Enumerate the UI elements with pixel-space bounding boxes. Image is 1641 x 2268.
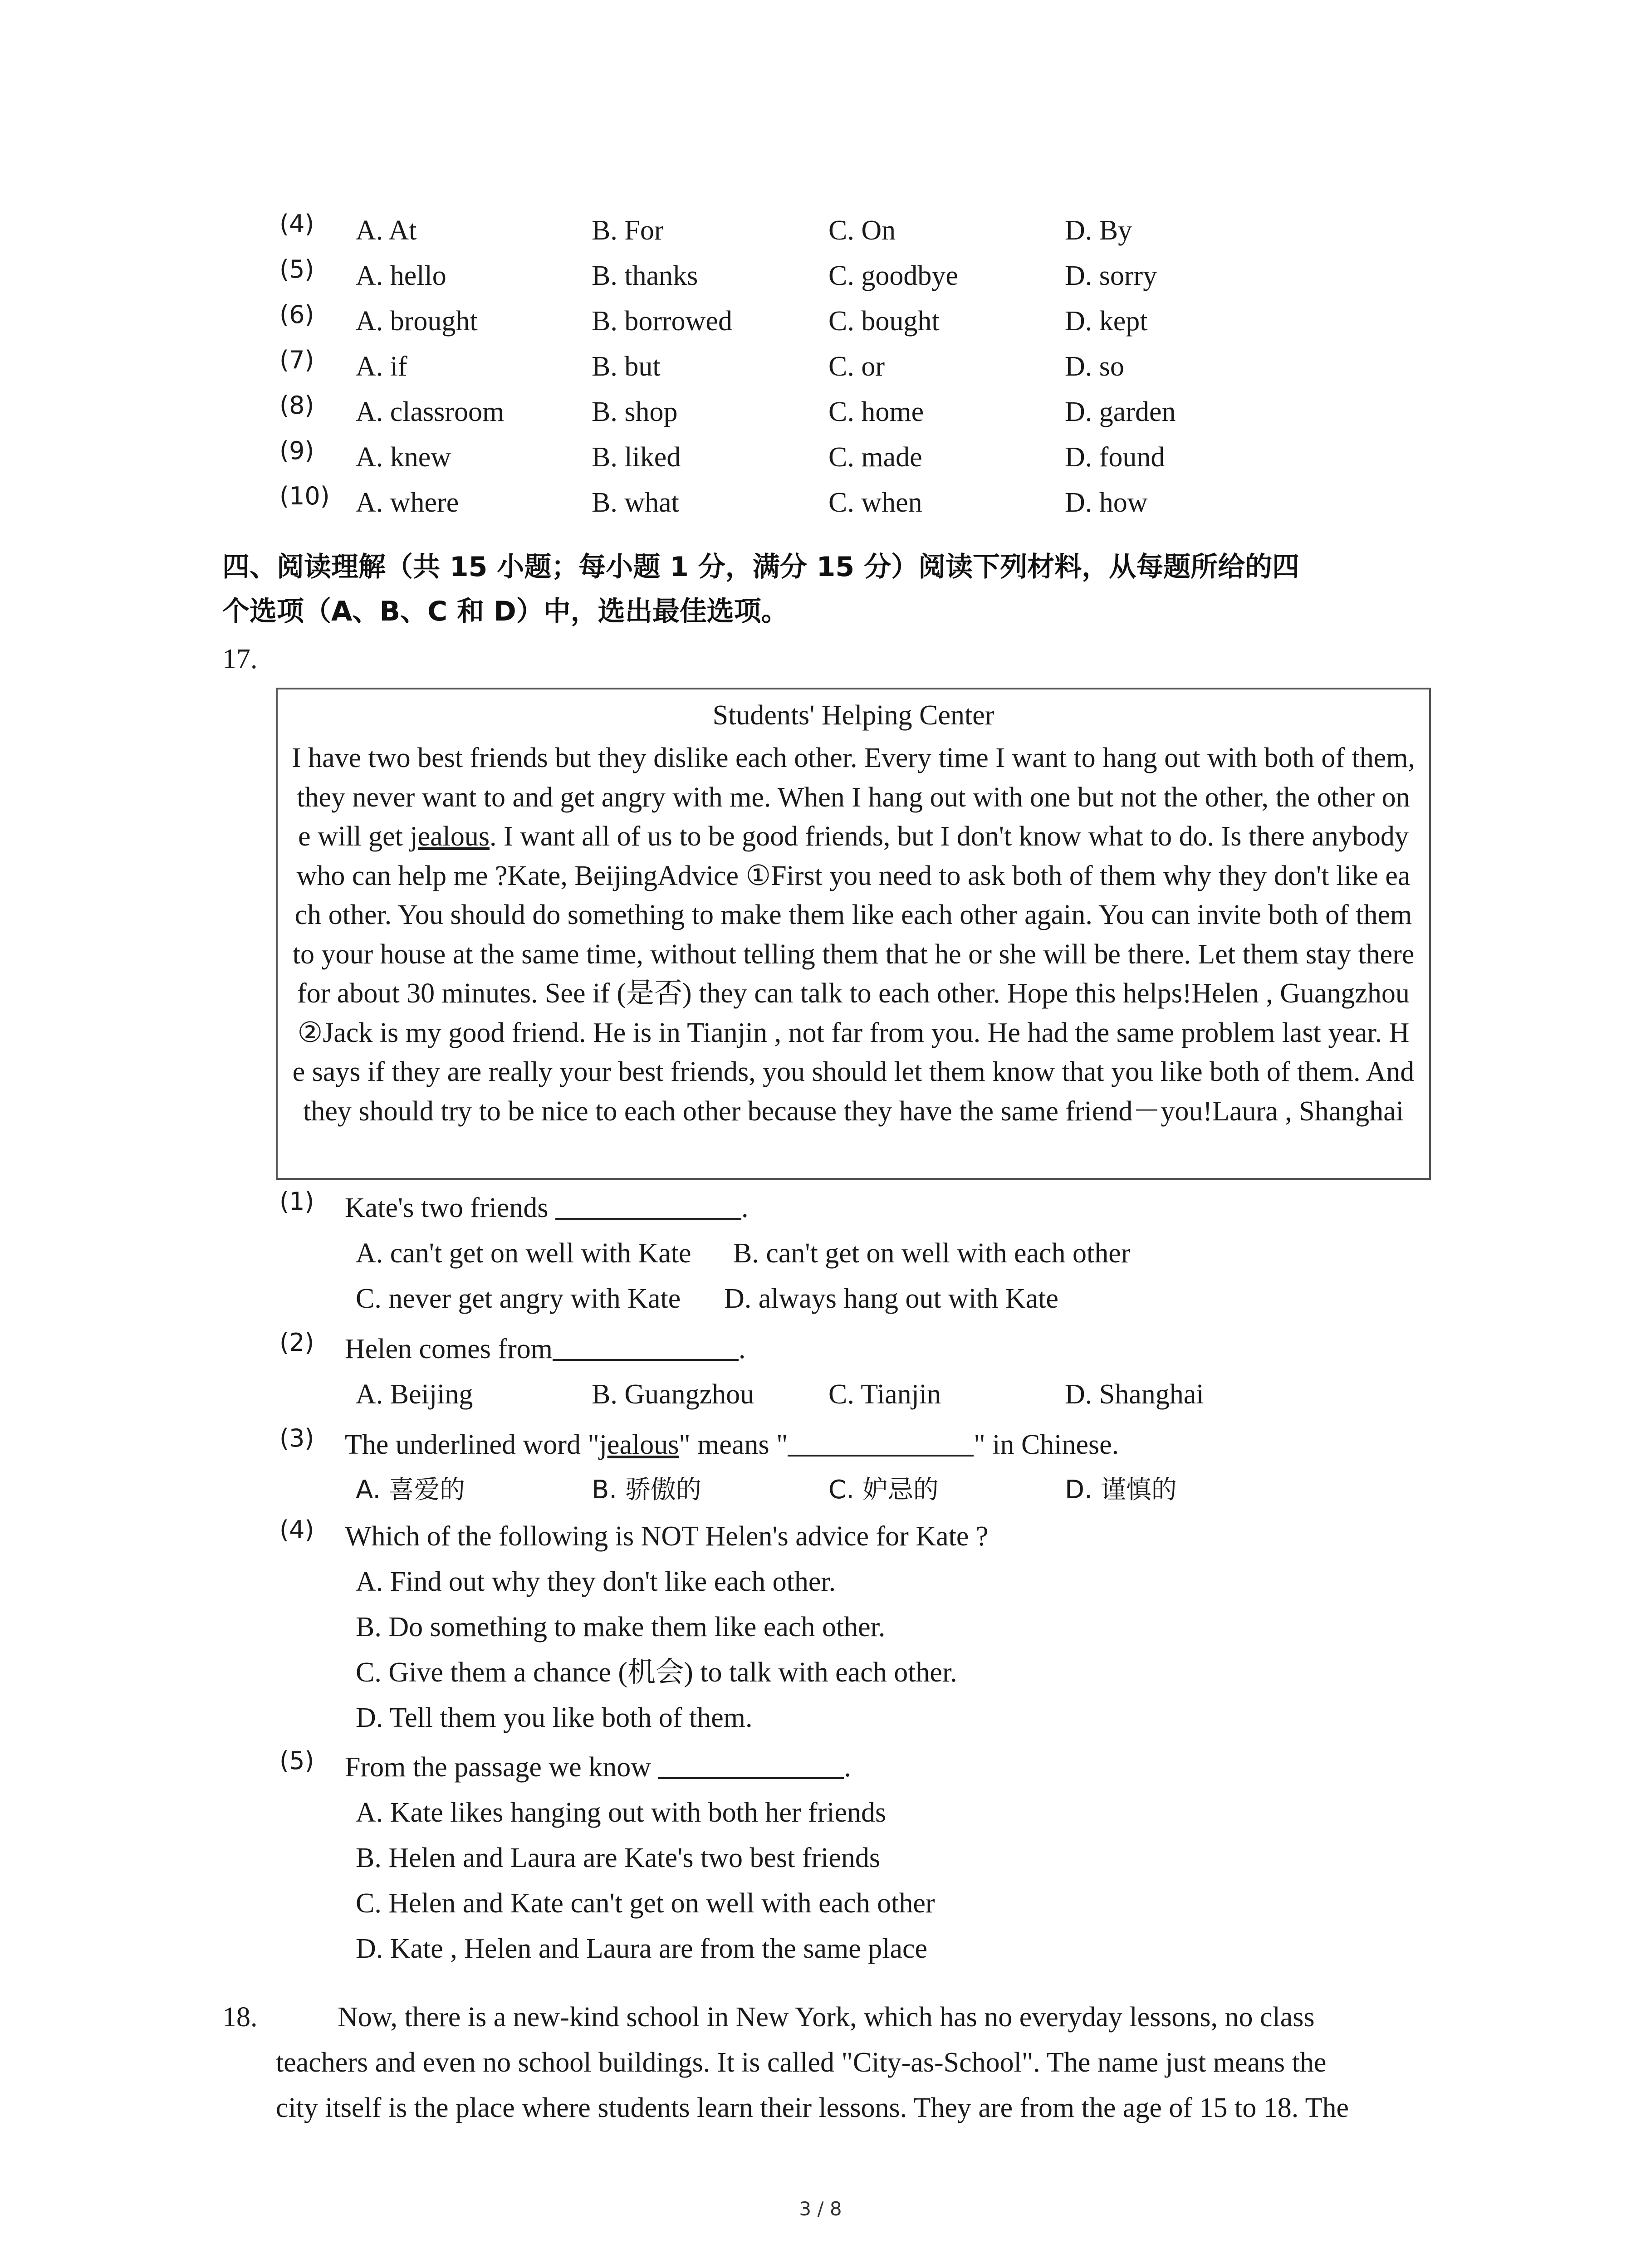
answer-blank[interactable] — [553, 1333, 739, 1361]
option-row — [0, 208, 1641, 253]
option-c[interactable]: C. Helen and Kate can't get on well with each other — [356, 1888, 935, 1919]
blank-number: (5) — [279, 255, 314, 284]
option-c[interactable]: C. home — [828, 396, 924, 427]
option-b[interactable]: B. but — [592, 351, 661, 382]
option-a[interactable]: A. if — [356, 351, 407, 382]
subquestion-number: (3) — [279, 1424, 314, 1452]
option-d[interactable]: D. By — [1065, 215, 1132, 246]
option-d[interactable]: D. kept — [1065, 306, 1148, 337]
subquestion-2-options — [0, 1372, 1641, 1417]
option-a[interactable]: A. can't get on well with Kate — [356, 1238, 691, 1269]
option-b[interactable]: B. Helen and Laura are Kate's two best friends — [356, 1843, 881, 1873]
subquestion-stem: The underlined word "jealous" means " " in Chinese. — [345, 1429, 1119, 1460]
subquestion-4-option-c — [0, 1650, 1641, 1695]
subquestion-5 — [0, 1745, 1641, 1790]
option-c[interactable]: C. Tianjin — [828, 1379, 941, 1410]
option-c[interactable]: C. bought — [828, 306, 940, 337]
subquestion-1-options-row1 — [0, 1231, 1641, 1276]
passage-body — [291, 738, 1416, 1131]
subquestion-5-option-b — [0, 1835, 1641, 1881]
option-c[interactable]: C. or — [828, 351, 885, 382]
option-b[interactable]: B. borrowed — [592, 306, 732, 337]
subquestion-2 — [0, 1326, 1641, 1372]
subquestion-stem: From the passage we know . — [345, 1752, 851, 1783]
option-c[interactable]: C. 妒忌的 — [828, 1475, 939, 1505]
question-18-line-3: city itself is the place where students learn their lessons. They are from the age of 15 to 18. The — [276, 2092, 1349, 2123]
subquestion-1 — [0, 1185, 1641, 1231]
option-d[interactable]: D. so — [1065, 351, 1124, 382]
subquestion-stem: Kate's two friends . — [345, 1193, 749, 1223]
question-18-line-1: Now, there is a new-kind school in New York, which has no everyday lessons, no class — [338, 2002, 1315, 2033]
blank-number: (10) — [279, 482, 330, 510]
option-a[interactable]: A. where — [356, 487, 459, 518]
option-row — [0, 344, 1641, 389]
option-b[interactable]: B. thanks — [592, 260, 698, 291]
subquestion-3-options — [0, 1467, 1641, 1513]
option-a[interactable]: A. At — [356, 215, 417, 246]
subquestion-5-option-d — [0, 1926, 1641, 1971]
answer-blank[interactable] — [555, 1192, 741, 1220]
option-b[interactable]: B. can't get on well with each other — [733, 1238, 1131, 1269]
passage-box — [276, 688, 1431, 1180]
subquestion-stem: Which of the following is NOT Helen's advice for Kate ? — [345, 1521, 989, 1552]
option-d[interactable]: D. always hang out with Kate — [724, 1283, 1058, 1314]
subquestion-number: (4) — [279, 1515, 314, 1544]
option-a[interactable]: A. Find out why they don't like each other. — [356, 1566, 836, 1597]
subquestion-1-options-row2 — [0, 1276, 1641, 1321]
question-18-number: 18. — [222, 2002, 258, 2033]
subquestion-4-option-a — [0, 1559, 1641, 1604]
option-b[interactable]: B. Do something to make them like each other. — [356, 1612, 886, 1642]
option-b[interactable]: B. liked — [592, 442, 681, 473]
subquestion-3 — [0, 1422, 1641, 1467]
subquestion-4-option-d — [0, 1695, 1641, 1740]
option-d[interactable]: D. how — [1065, 487, 1148, 518]
subquestion-5-option-a — [0, 1790, 1641, 1835]
option-row — [0, 435, 1641, 480]
option-d[interactable]: D. 谨慎的 — [1065, 1475, 1177, 1505]
option-d[interactable]: D. sorry — [1065, 260, 1157, 291]
option-d[interactable]: D. Kate , Helen and Laura are from the same place — [356, 1933, 928, 1964]
option-c[interactable]: C. never get angry with Kate — [356, 1283, 681, 1314]
option-b[interactable]: B. what — [592, 487, 679, 518]
option-d[interactable]: D. found — [1065, 442, 1165, 473]
passage-underlined-word: jealous — [410, 821, 490, 852]
option-row — [0, 253, 1641, 298]
page-number: 3 / 8 — [799, 2198, 842, 2220]
subquestion-5-option-c — [0, 1881, 1641, 1926]
option-c[interactable]: C. Give them a chance (机会) to talk with each other. — [356, 1657, 957, 1688]
underlined-word: jealous — [599, 1429, 679, 1460]
subquestion-4 — [0, 1514, 1641, 1559]
option-d[interactable]: D. Tell them you like both of them. — [356, 1702, 753, 1733]
option-a[interactable]: A. classroom — [356, 396, 505, 427]
option-a[interactable]: A. hello — [356, 260, 446, 291]
section-heading-line1: 四、阅读理解（共 15 小题；每小题 1 分，满分 15 分）阅读下列材料，从每题所给的四 — [222, 551, 1300, 583]
option-d[interactable]: D. garden — [1065, 396, 1176, 427]
option-c[interactable]: C. goodbye — [828, 260, 958, 291]
option-b[interactable]: B. 骄傲的 — [592, 1475, 702, 1505]
blank-number: (8) — [279, 391, 314, 420]
option-c[interactable]: C. when — [828, 487, 922, 518]
option-a[interactable]: A. knew — [356, 442, 451, 473]
option-d[interactable]: D. Shanghai — [1065, 1379, 1204, 1410]
blank-number: (4) — [279, 210, 314, 238]
option-c[interactable]: C. On — [828, 215, 896, 246]
passage-text-part1: I have two best friends but they dislike each other. Every time I want to hang out with both of them, they never want to and get angry with me. When I hang out with one but not the other, the other one will get — [292, 743, 1415, 852]
option-c[interactable]: C. made — [828, 442, 922, 473]
subquestion-4-option-b — [0, 1604, 1641, 1650]
option-row — [0, 298, 1641, 344]
option-row — [0, 480, 1641, 525]
answer-blank[interactable] — [788, 1428, 974, 1457]
blank-number: (6) — [279, 300, 314, 329]
passage-title: Students' Helping Center — [712, 700, 994, 731]
blank-number: (9) — [279, 436, 314, 465]
option-row — [0, 389, 1641, 435]
option-b[interactable]: B. Guangzhou — [592, 1379, 754, 1410]
option-a[interactable]: A. Kate likes hanging out with both her friends — [356, 1797, 887, 1828]
section-heading-line2: 个选项（A、B、C 和 D）中，选出最佳选项。 — [222, 596, 789, 627]
option-a[interactable]: A. brought — [356, 306, 478, 337]
passage-text-part2: . I want all of us to be good friends, but I don't know what to do. Is there anybody who can help me ?Kate, BeijingAdvice ①First you need to ask both of them why they don't like each other. You should do something to make them like each other again. You can invite both of them to your house at the same time, without telling them that he or she will be there. Let them stay there for about 30 minutes. See if (是否) they can talk to each other. Hope this helps!Helen , Guangzhou ②Jack is my good friend. He is in Tianjin , not far from you. He had the same problem last year. He says if they are really your best friends, you should let them know that you like both of them. And they should try to be nice to each other because they have the same friend－you!Laura , Shanghai — [292, 821, 1415, 1127]
option-a[interactable]: A. 喜爱的 — [356, 1475, 465, 1505]
option-b[interactable]: B. shop — [592, 396, 678, 427]
option-a[interactable]: A. Beijing — [356, 1379, 473, 1410]
subquestion-stem: Helen comes from . — [345, 1334, 746, 1364]
question-18-line-2: teachers and even no school buildings. It is called "City-as-School". The name just means the — [276, 2047, 1327, 2078]
blank-number: (7) — [279, 346, 314, 374]
question-17-number: 17. — [222, 644, 258, 675]
option-b[interactable]: B. For — [592, 215, 664, 246]
subquestion-number: (5) — [279, 1746, 314, 1775]
subquestion-number: (1) — [279, 1187, 314, 1216]
answer-blank[interactable] — [658, 1751, 844, 1779]
subquestion-number: (2) — [279, 1328, 314, 1357]
